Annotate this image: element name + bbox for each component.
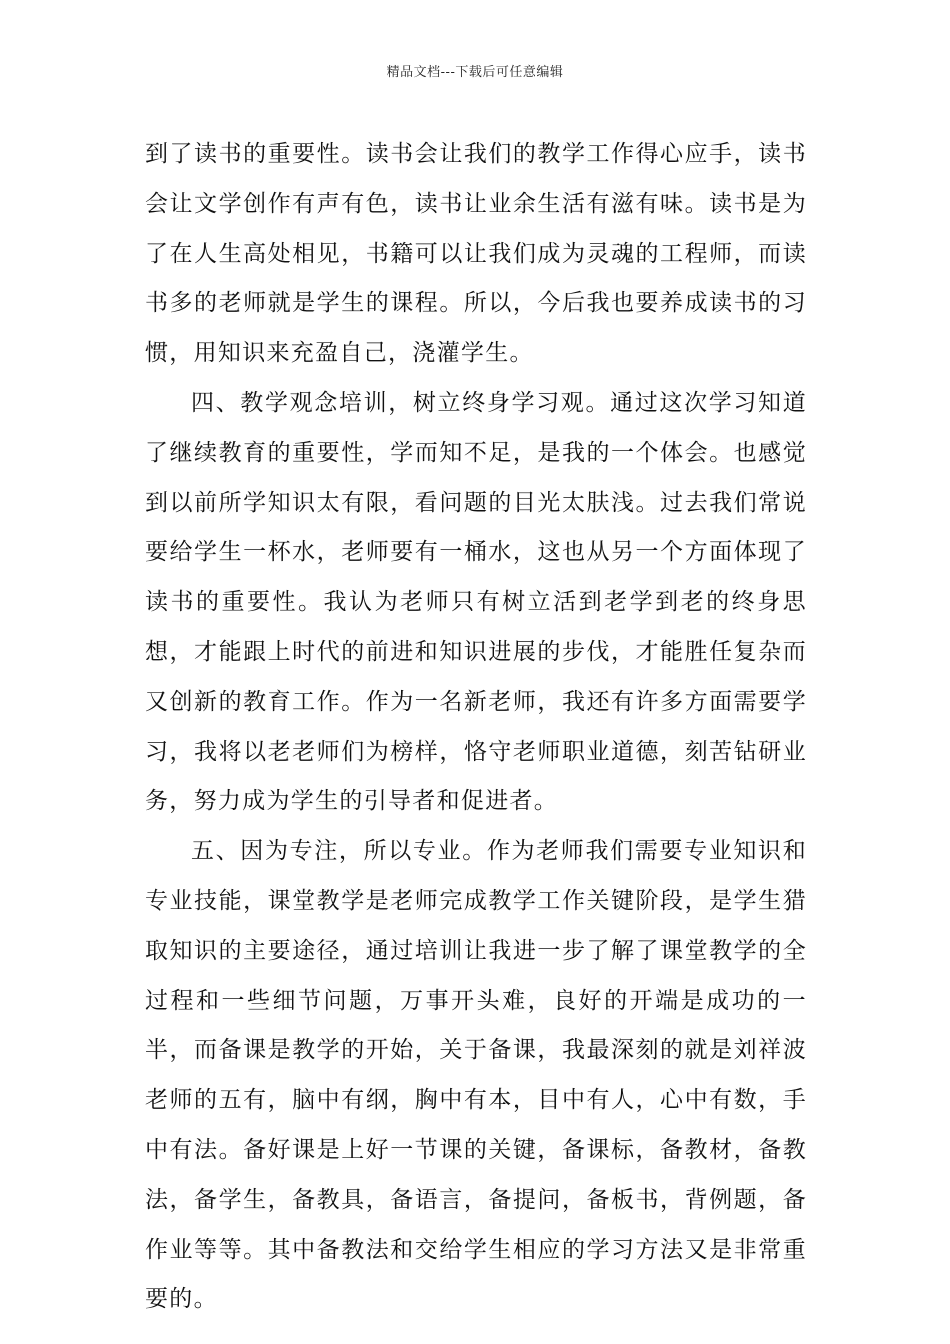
page-header: 精品文档---下载后可任意编辑 [386, 65, 564, 80]
paragraph-1: 到了读书的重要性。读书会让我们的教学工作得心应手，读书会让文学创作有声有色，读书让业余生活有滋有味。读书是为了在人生高处相见，书籍可以让我们成为灵魂的工程师，而读书多的老师就是学生的课程。所以，今后我也要养成读书的习惯，用知识来充盈自己，浇灌学生。 [145, 141, 807, 367]
document-body [145, 130, 807, 1325]
paragraph-3: 五、因为专注，所以专业。作为老师我们需要专业知识和专业技能，课堂教学是老师完成教学工作关键阶段，是学生猎取知识的主要途径，通过培训让我进一步了解了课堂教学的全过程和一些细节问题，万事开头难，良好的开端是成功的一半，而备课是教学的开始，关于备课，我最深刻的就是刘祥波老师的五有，脑中有纲，胸中有本，目中有人，心中有数，手中有法。备好课是上好一节课的关键，备课标，备教材，备教法，备学生，备教具，备语言，备提问，备板书，背例题，备作业等等。其中备教法和交给学生相应的学习方法又是非常重要的。 [145, 838, 807, 1313]
paragraph-2: 四、教学观念培训，树立终身学习观。通过这次学习知道了继续教育的重要性，学而知不足，是我的一个体会。也感觉到以前所学知识太有限，看问题的目光太肤浅。过去我们常说要给学生一杯水，老师要有一桶水，这也从另一个方面体现了读书的重要性。我认为老师只有树立活到老学到老的终身思想，才能跟上时代的前进和知识进展的步伐，才能胜任复杂而又创新的教育工作。作为一名新老师，我还有许多方面需要学习，我将以老老师们为榜样，恪守老师职业道德，刻苦钻研业务，努力成为学生的引导者和促进者。 [145, 389, 807, 815]
